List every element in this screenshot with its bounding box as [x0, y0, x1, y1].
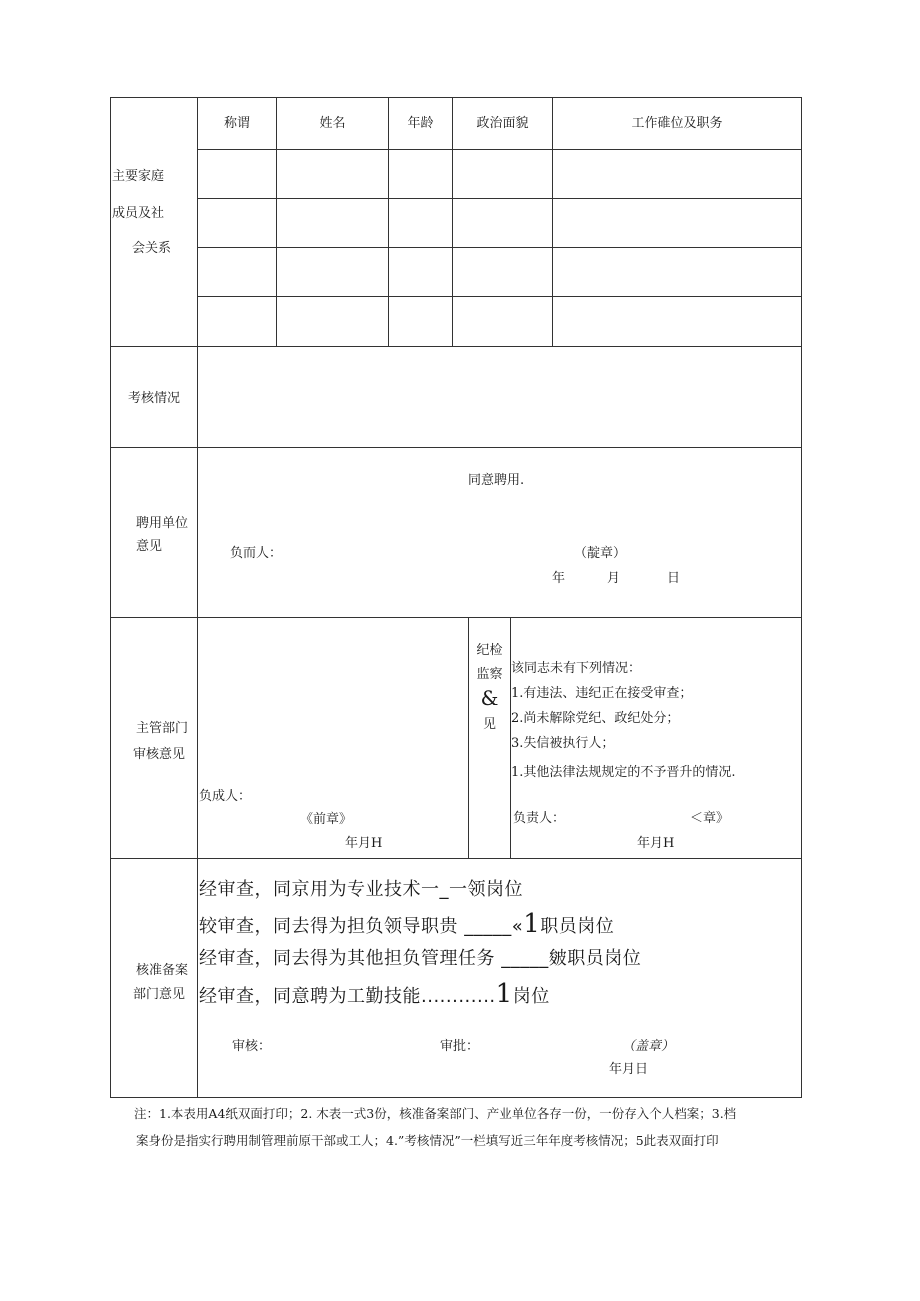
discipline-label-line3: & — [480, 686, 499, 710]
table-bottom-border — [110, 1097, 802, 1098]
family-row-line — [197, 149, 802, 150]
column-header-title: 称谓 — [223, 116, 250, 131]
section-line — [110, 447, 802, 448]
hiring-date-month: 月 — [607, 571, 621, 586]
column-header-job: 工作碓位及职务 — [631, 116, 723, 131]
family-row-line — [197, 247, 802, 248]
discipline-seal: ＜章》 — [690, 811, 730, 826]
filing-seal: （盖章） — [622, 1039, 675, 1054]
supervisor-responsible: 负成人： — [199, 789, 252, 804]
section-line — [110, 617, 802, 618]
discipline-label-line4: 见 — [482, 717, 496, 732]
family-label-line2: 成员及社 — [112, 206, 165, 221]
family-label-line1: 主要家庭 — [112, 169, 165, 184]
filing-review: 审核： — [232, 1039, 272, 1054]
filing-label-line1: 核准备案 — [136, 963, 189, 978]
discipline-item: 1.有违法、违纪正在接受审查； — [511, 686, 693, 701]
filing-date: 年月日 — [609, 1062, 649, 1077]
hiring-opinion: 同意聘用. — [468, 473, 525, 488]
discipline-item: 2.尚未解除党纪、政纪处分； — [511, 711, 680, 726]
hiring-label-line1: 聘用单位 — [136, 516, 189, 531]
hiring-seal: （靛章） — [574, 546, 627, 561]
family-label-line3: 会关系 — [132, 241, 172, 256]
section-line — [110, 346, 802, 347]
hiring-date-day: 日 — [667, 571, 681, 586]
filing-statement: 较审查，同去得为担负领导职贵 _____«1职员岗位 — [199, 909, 615, 939]
column-header-age: 年龄 — [407, 116, 434, 131]
family-col-line — [388, 97, 389, 347]
discipline-item: 3.失信被执行人； — [511, 736, 615, 751]
hiring-label-line2: 意见 — [136, 539, 163, 554]
footnote — [134, 1100, 804, 1154]
discipline-label-line1: 纪检 — [476, 643, 503, 658]
assessment-label: 考核情况 — [127, 391, 180, 406]
family-col-line — [552, 97, 553, 347]
family-row-line — [197, 198, 802, 199]
table-top-border — [110, 97, 802, 98]
footnote-line: 案身份是指实行聘用制管理前原干部或工人；4.”考核情况”一栏填写近三年年度考核情况；5此表双面打印 — [136, 1133, 719, 1148]
discipline-responsible: 负责人： — [513, 811, 566, 826]
column-header-politics: 政治面貌 — [476, 116, 529, 131]
filing-label-line2: 部门意见 — [133, 987, 186, 1002]
column-header-name: 姓名 — [319, 116, 346, 131]
discipline-label-line2: 监察 — [476, 667, 503, 682]
supervisor-label-line1: 主管部门 — [136, 721, 189, 736]
family-col-line — [452, 97, 453, 347]
supervisor-date: 年月H — [345, 836, 383, 851]
family-col-line — [276, 97, 277, 347]
filing-statement: 经审查，同京用为专业技术一_一领岗位 — [199, 879, 523, 900]
discipline-date: 年月H — [637, 836, 675, 851]
family-row-line — [197, 296, 802, 297]
supervisor-label-line2: 审核意见 — [133, 747, 186, 762]
filing-approve: 审批： — [440, 1039, 480, 1054]
hiring-date-year: 年 — [552, 571, 566, 586]
section-line — [110, 858, 802, 859]
supervisor-seal: 《前章》 — [300, 812, 353, 827]
filing-statement: 经审查，同意聘为工勤技能............1岗位 — [199, 979, 550, 1009]
hiring-responsible: 负而人： — [230, 546, 283, 561]
discipline-item: 1.其他法律法规规定的不予晋升的情况. — [511, 765, 736, 780]
discipline-intro: 该同志未有下列情况： — [511, 661, 642, 676]
filing-statement: 经审查，同去得为其他担负管理任务 _____皴职员岗位 — [199, 948, 642, 969]
footnote-line: 注：1.本表用A4纸双面打印；2. 木表一式3份，核准备案部门、产业单位各存一份，一份存入个人档案；3.档 — [134, 1106, 737, 1121]
table-left-border — [110, 97, 111, 1098]
